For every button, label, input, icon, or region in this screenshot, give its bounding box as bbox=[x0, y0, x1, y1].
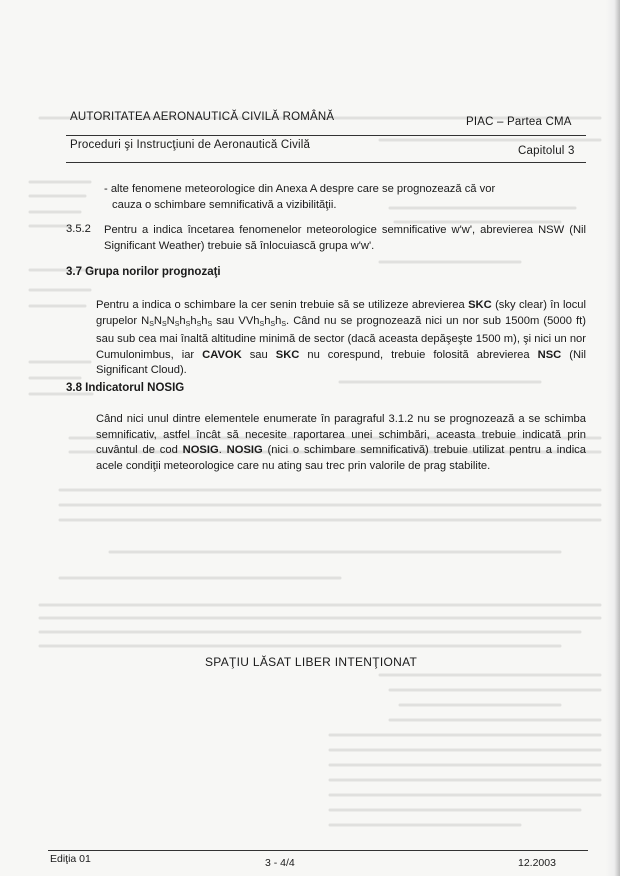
s38-nosig: NOSIG bbox=[182, 444, 219, 456]
s37-text-d: . Când nu se prognozează nici un nor sub 1500m (5000 ft) sau sub cea mai înaltă altitudine minimă de sector (dacă aceasta depăşeşte 1500 m), şi nici un nor Cumulonimbus, iar bbox=[96, 314, 586, 361]
section-37-paragraph: Pentru a indica o schimbare la cer senin trebuie să se utilizeze abrevierea SKC (sky clear) în locul grupelor $N_SN_SN_Sh_Sh_Sh_S$ sau $VVh_Sh_Sh_S$. Când nu se prognozează nici un nor sub 1500m (5000 ft) sau sub cea mai înaltă altitudine minimă de sector (dacă aceasta depăşeşte 1500 m), şi nici un nor Cumulonimbus, iar CAVOK sau SKC nu corespund, trebuie folosită abrevierea NSC (Nil Significant Cloud). bbox=[96, 299, 586, 376]
s38-text-a: Când nici unul dintre elementele enumerate în paragraful 3.1.2 nu se prognozează a se schimba semnificativ, astfel încât să necesite raportarea unei schimbări, aceasta trebuie indicată prin cuvântul de cod bbox=[96, 413, 586, 456]
header-document-part: PIAC – Partea CMA bbox=[466, 116, 572, 128]
intentionally-blank-notice: SPAŢIU LĂSAT LIBER INTENŢIONAT bbox=[205, 655, 418, 669]
s37-cavok: CAVOK bbox=[202, 348, 242, 361]
bullet-line-2: cauza o schimbare semnificativă a vizibilităţii. bbox=[112, 198, 337, 211]
footer-edition: Ediţia 01 bbox=[50, 853, 91, 865]
s37-text-c: sau VVh bbox=[212, 314, 260, 327]
footer-date: 12.2003 bbox=[518, 857, 556, 869]
s38-text-b: . bbox=[218, 444, 227, 456]
header-rule-bottom bbox=[66, 162, 586, 163]
footer-rule bbox=[48, 850, 588, 851]
s37-text-e: sau bbox=[241, 348, 276, 361]
s37-skc: SKC bbox=[468, 299, 492, 311]
s38-nosig-2: NOSIG bbox=[226, 444, 263, 456]
section-352-paragraph: Pentru a indica încetarea fenomenelor meteorologice semnificative w'w', abrevierea NSW (Nil Significant Weather) trebuie să înlocuiască grupa w'w'. bbox=[104, 224, 586, 252]
footer-page-number: 3 - 4/4 bbox=[265, 857, 295, 869]
header-subtitle: Proceduri şi Instrucţiuni de Aeronautică Civilă bbox=[70, 139, 311, 151]
s37-text-g: (Nil Significant Cloud). bbox=[96, 348, 586, 376]
s37-nsc: NSC bbox=[537, 348, 562, 361]
page-edge-shadow bbox=[606, 0, 620, 876]
section-number-352: 3.5.2 bbox=[66, 223, 91, 235]
header-chapter: Capitolul 3 bbox=[518, 145, 575, 157]
s37-skc-2: SKC bbox=[275, 348, 300, 361]
header-rule-top bbox=[66, 135, 586, 136]
section-38-paragraph bbox=[96, 412, 586, 474]
s37-text-a: Pentru a indica o schimbare la cer senin trebuie să se utilizeze abrevierea bbox=[96, 299, 469, 311]
s38-text-c: (nici o schimbare semnificativă) trebuie utilizat pentru a indica acele condiţii meteorologice care nu ating sau trec prin valorile de prag stabilite. bbox=[96, 444, 587, 472]
s37-text-f: nu corespund, trebuie folosită abrevierea bbox=[299, 348, 538, 361]
bullet-line-1: - alte fenomene meteorologice din Anexa A despre care se prognozează că vor bbox=[104, 183, 496, 195]
section-37-heading: 3.7 Grupa norilor prognozaţi bbox=[66, 266, 221, 278]
bullet-item bbox=[104, 182, 586, 213]
header-authority: AUTORITATEA AERONAUTICĂ CIVILĂ ROMÂNĂ bbox=[70, 111, 335, 123]
section-38-heading: 3.8 Indicatorul NOSIG bbox=[66, 382, 185, 394]
s37-text-b: (sky clear) în locul grupelor N bbox=[96, 299, 586, 327]
